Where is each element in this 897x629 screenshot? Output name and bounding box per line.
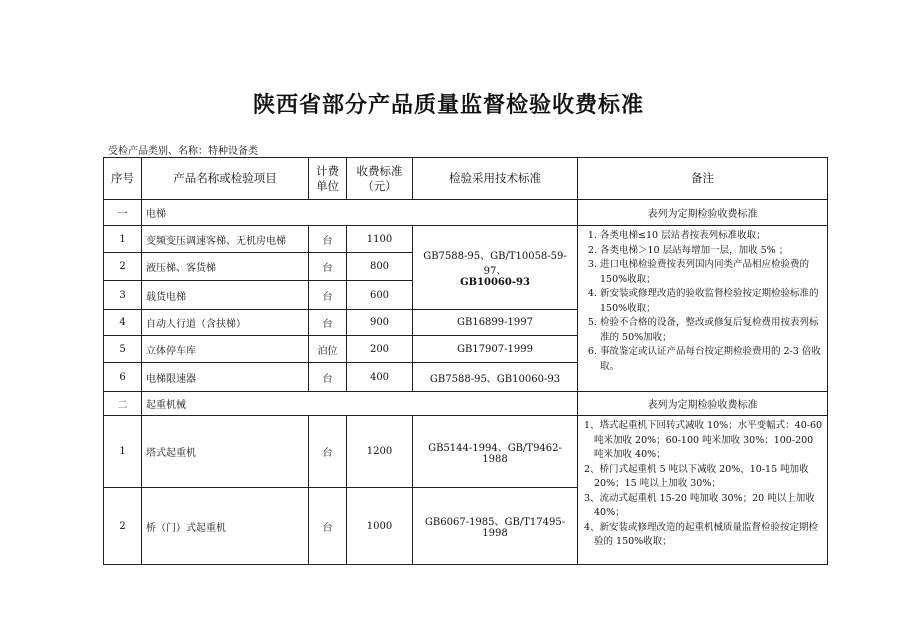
row-standard: GB7588-95、GB10060-93: [413, 363, 578, 392]
row-seq: 6: [104, 363, 142, 392]
header-name: 产品名称或检验项目: [142, 158, 309, 200]
section-notes: [578, 226, 828, 392]
row-fee: 200: [347, 336, 413, 363]
header-seq: 序号: [104, 158, 142, 200]
table-row: [104, 226, 828, 253]
row-seq: 2: [104, 253, 142, 281]
section-remark: 表列为定期检验收费标准: [578, 200, 828, 226]
row-name: 立体停车库: [142, 336, 309, 363]
section-row: [104, 392, 828, 416]
header-fee: 收费标准 （元）: [347, 158, 413, 200]
note-item: 4. 新安装或修理改造的验收监督检验按定期检验标准的 150%收取；: [600, 287, 823, 316]
row-name: 电梯限速器: [142, 363, 309, 392]
note-item: 5. 检验不合格的设备，整改或修复后复检费用按表列标准的 50%加收；: [600, 316, 823, 345]
note-item: 1、塔式起重机下回转式减收 10%；水平变幅式：40-60 吨米加收 20%；60-100 吨米加收 30%；100-200 吨米加收 40%；: [584, 420, 823, 460]
row-name: 变频变压调速客梯、无机房电梯: [142, 226, 309, 253]
row-unit: 台: [309, 363, 347, 392]
note-item: 3、流动式起重机 15-20 吨加收 30%；20 吨以上加收 40%；: [584, 492, 815, 518]
header-unit: 计费 单位: [309, 158, 347, 200]
product-category: 受检产品类别、名称：特种设备类: [108, 146, 258, 157]
row-seq: 1: [104, 226, 142, 253]
row-name: 桥（门）式起重机: [142, 488, 309, 565]
fee-table: [103, 157, 828, 565]
row-unit: 台: [309, 253, 347, 281]
section-name: 起重机械: [142, 392, 578, 416]
row-fee: 400: [347, 363, 413, 392]
section-seq: 二: [104, 392, 142, 416]
row-seq: 1: [104, 416, 142, 488]
table-header-row: [104, 158, 828, 200]
page-title: 陕西省部分产品质量监督检验收费标准: [252, 92, 644, 118]
section-row: [104, 200, 828, 226]
header-remark: 备注: [578, 158, 828, 200]
row-name: 液压梯、客货梯: [142, 253, 309, 281]
row-unit: 台: [309, 226, 347, 253]
note-item: 1. 各类电梯≤10 层站者按表列标准收取；: [600, 229, 823, 244]
row-name: 载货电梯: [142, 281, 309, 310]
row-standard-merged: GB7588-95、GB/T10058-59-97、 GB10060-93: [413, 226, 578, 310]
note-item: 6. 事故鉴定或认证产品每台按定期检验费用的 2-3 倍收取。: [600, 345, 823, 374]
row-fee: 1200: [347, 416, 413, 488]
note-item: 4、新安装或修理改造的起重机械质量监督检验按定期检验的 150%收取；: [584, 521, 819, 547]
row-fee: 600: [347, 281, 413, 310]
row-standard: GB5144-1994、GB/T9462-1988: [413, 416, 578, 488]
section-name: 电梯: [142, 200, 578, 226]
section-seq: 一: [104, 200, 142, 226]
row-standard: GB6067-1985、GB/T17495-1998: [413, 488, 578, 565]
note-item: 2. 各类电梯＞10 层站每增加一层，加收 5% ；: [600, 244, 823, 259]
row-seq: 2: [104, 488, 142, 565]
row-fee: 1000: [347, 488, 413, 565]
table-row: [104, 416, 828, 488]
row-fee: 800: [347, 253, 413, 281]
row-unit: 台: [309, 310, 347, 336]
row-unit: 台: [309, 488, 347, 565]
row-name: 自动人行道（含扶梯）: [142, 310, 309, 336]
section-remark: 表列为定期检验收费标准: [578, 392, 828, 416]
note-item: 3. 进口电梯检验费按表列国内同类产品相应检验费的 150%收取；: [600, 258, 823, 287]
row-fee: 900: [347, 310, 413, 336]
row-name: 塔式起重机: [142, 416, 309, 488]
section-notes: [578, 416, 828, 565]
row-unit: 台: [309, 281, 347, 310]
note-item: 2、桥门式起重机 5 吨以下减收 20%、10-15 吨加收 20%；15 吨以上加收 30%；: [584, 463, 809, 489]
header-standard: 检验采用技术标准: [413, 158, 578, 200]
row-seq: 3: [104, 281, 142, 310]
row-fee: 1100: [347, 226, 413, 253]
row-unit: 台: [309, 416, 347, 488]
row-seq: 5: [104, 336, 142, 363]
row-unit: 泊位: [309, 336, 347, 363]
row-standard: GB17907-1999: [413, 336, 578, 363]
row-seq: 4: [104, 310, 142, 336]
row-standard: GB16899-1997: [413, 310, 578, 336]
